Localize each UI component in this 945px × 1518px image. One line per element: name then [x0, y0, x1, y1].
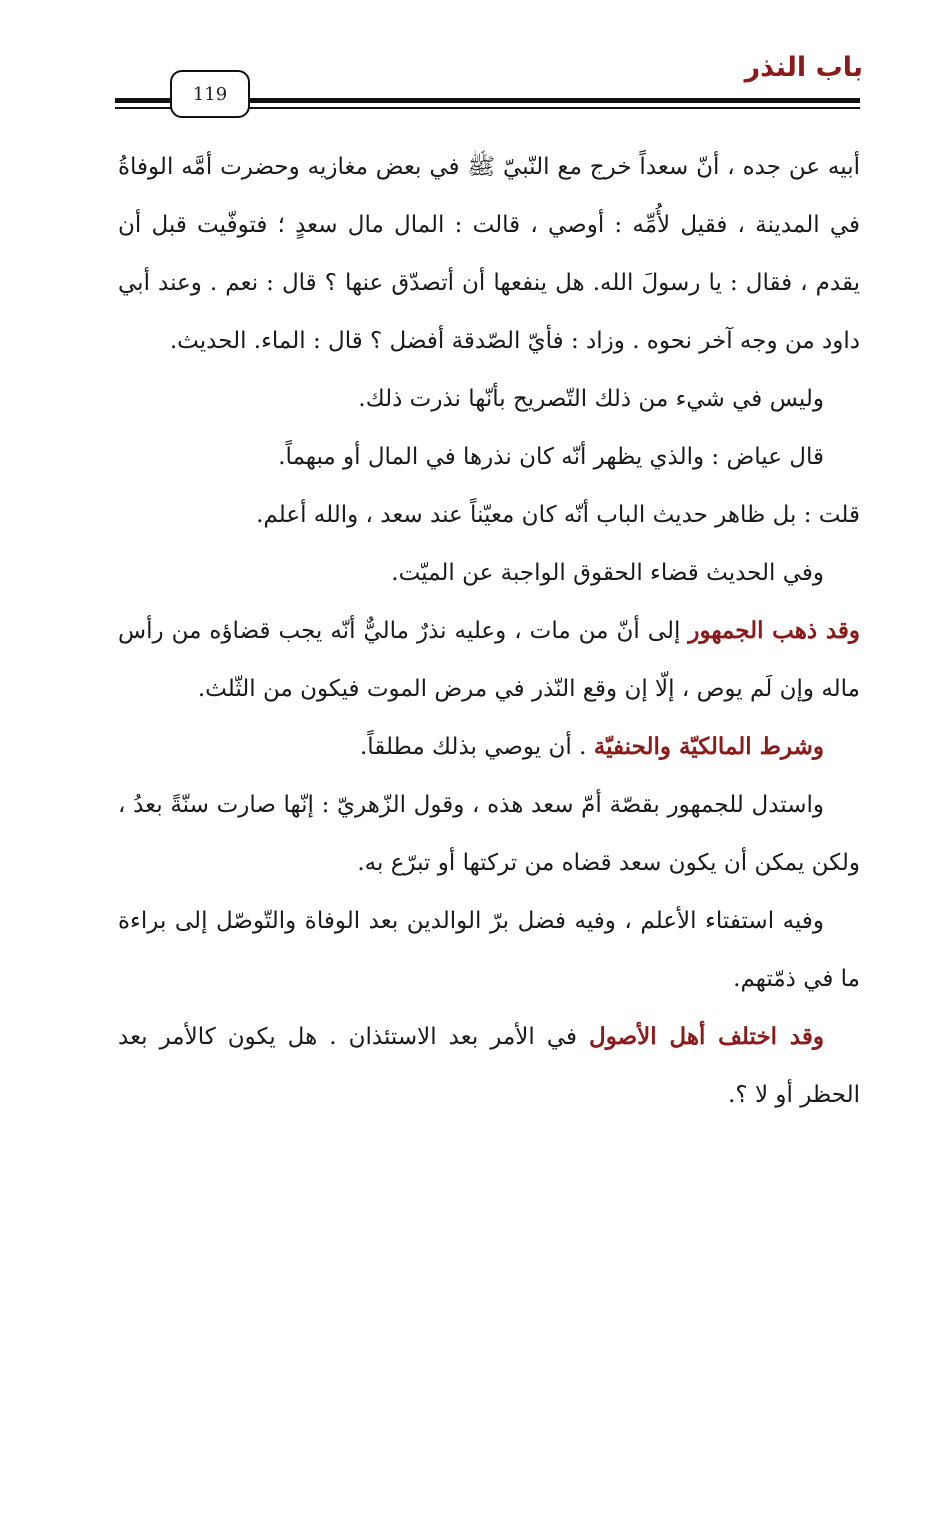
paragraph-text: قال عياض : والذي يظهر أنّه كان نذرها في المال أو مبهماً. [278, 444, 824, 470]
page-number: 119 [192, 83, 228, 105]
paragraph [118, 776, 860, 892]
paragraph-text: . أن يوصي بذلك مطلقاً. [359, 734, 594, 760]
highlight-heading: وقد اختلف أهل الأصول [589, 1023, 824, 1050]
paragraph-text: وفيه استفتاء الأعلم ، وفيه فضل برّ الوالدين بعد الوفاة والتّوصّل إلى براءة ما في ذمّتهم. [118, 908, 860, 992]
paragraph [118, 428, 860, 486]
paragraph [118, 544, 860, 602]
paragraph [118, 138, 860, 370]
paragraph-text: إلى أنّ من مات ، وعليه نذرٌ ماليٌّ أنّه يجب قضاؤه من رأس ماله وإن لَم يوص ، إلّا إن وقع النّذر في مرض الموت فيكون من الثّلث. [118, 618, 860, 702]
paragraph-text: قلت : بل ظاهر حديث الباب أنّه كان معيّناً عند سعد ، والله أعلم. [256, 502, 860, 528]
chapter-title: باب النذر [744, 52, 863, 83]
paragraph [118, 718, 860, 776]
paragraph [118, 892, 860, 1008]
highlight-heading: وقد ذهب الجمهور [688, 617, 860, 644]
paragraph-text: واستدل للجمهور بقصّة أمّ سعد هذه ، وقول الزّهريّ : إنّها صارت سنّةً بعدُ ، ولكن يمكن أن يكون سعد قضاه من تركتها أو تبرّع به. [118, 792, 860, 876]
paragraph [118, 370, 860, 428]
paragraph-text: في الأمر بعد الاستئذان . هل يكون كالأمر بعد الحظر أو لا ؟. [118, 1024, 860, 1108]
paragraph-text: وفي الحديث قضاء الحقوق الواجبة عن الميّت. [391, 560, 824, 586]
paragraph [118, 1008, 860, 1124]
paragraph-text: أبيه عن جده ، أنّ سعداً خرج مع النّبيّ ﷺ في بعض مغازيه وحضرت أمَّه الوفاةُ في المدينة ، فقيل لأُمِّه : أوصي ، قالت : المال مال سعدٍ ؛ فتوفّيت قبل أن يقدم ، فقال : يا رسولَ الله. هل ينفعها أن أتصدّق عنها ؟ قال : نعم . وعند أبي داود من وجه آخر نحوه . وزاد : فأيّ الصّدقة أفضل ؟ قال : الماء. الحديث. [118, 154, 860, 354]
page-number-box [170, 70, 250, 118]
page-body [118, 138, 860, 1124]
highlight-heading: وشرط المالكيّة والحنفيّة [593, 733, 824, 760]
paragraph [118, 486, 860, 544]
paragraph-text: وليس في شيء من ذلك التّصريح بأنّها نذرت ذلك. [358, 386, 824, 412]
paragraph [118, 602, 860, 718]
